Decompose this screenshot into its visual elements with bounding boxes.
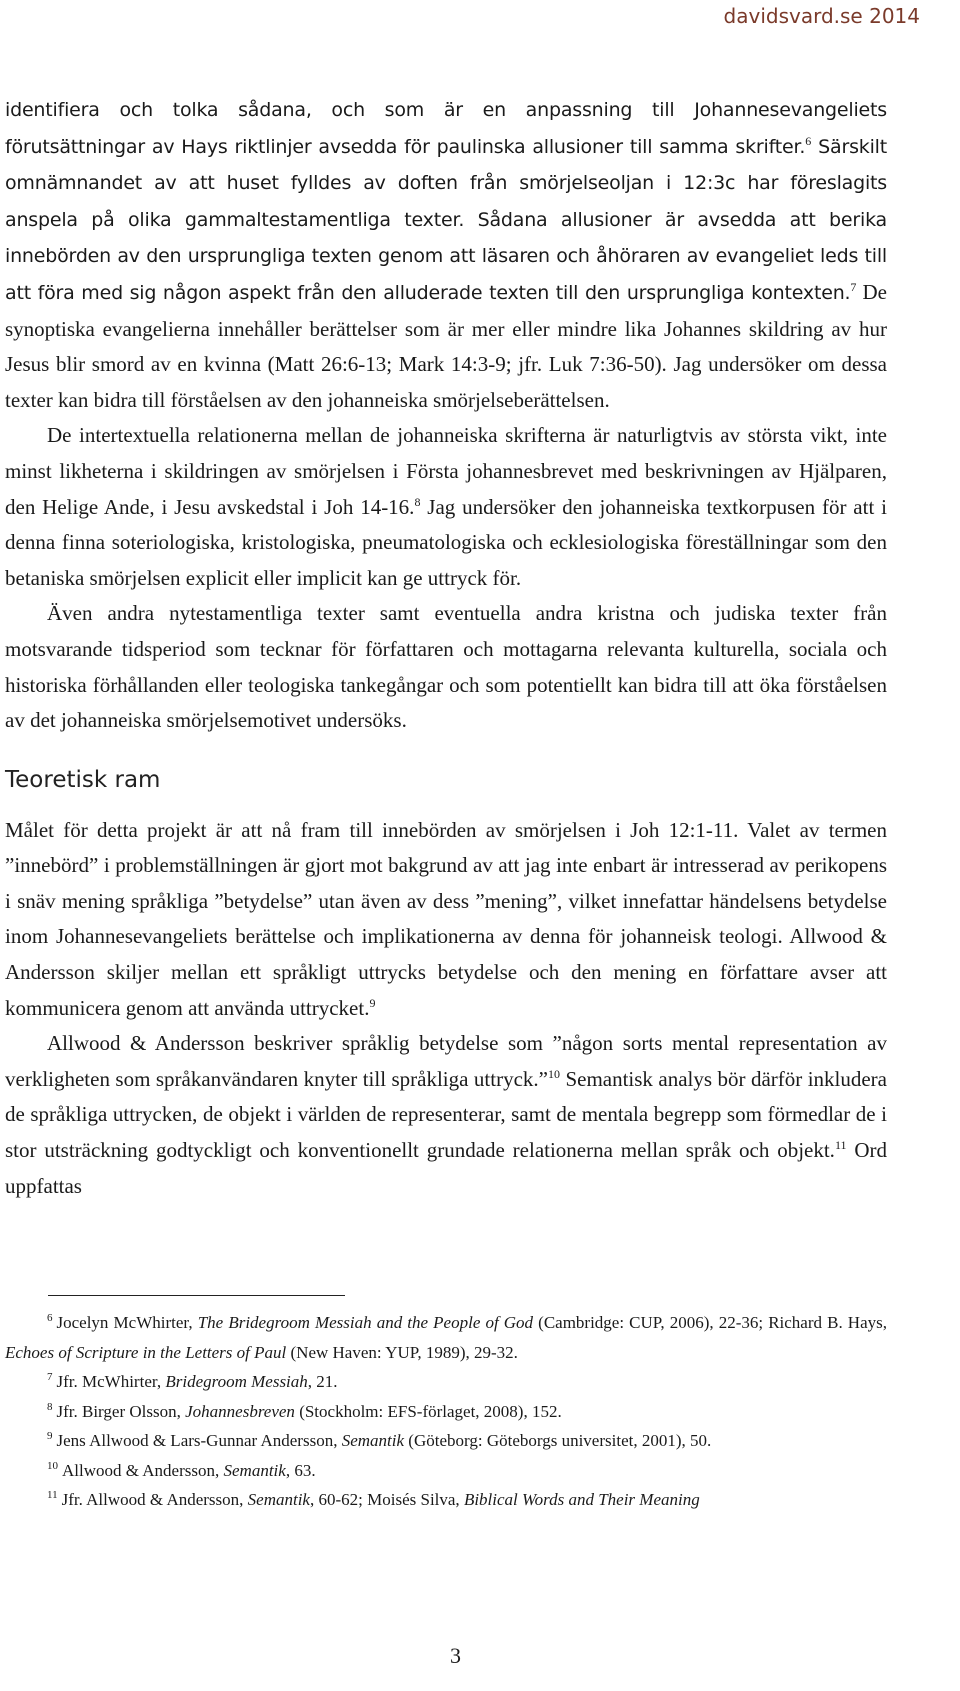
paragraph <box>5 1026 887 1204</box>
footnote-9 <box>5 1426 887 1456</box>
footnote-text: Allwood & Andersson, <box>62 1460 224 1480</box>
body-text <box>5 92 887 1204</box>
footnote-text: Jocelyn McWhirter, <box>56 1313 198 1332</box>
paragraph-text: De synoptiska evangelierna innehåller berättelser som är mer eller mindre lika Johannes skildring av hur Jesus blir smord av en kvinna (Matt 26:6-13; Mark 14:3-9; jfr. Luk 7:36-50). Jag undersöker om dessa texter kan bidra till förståelsen av den johanneiska smörjelseberättelsen. <box>5 279 887 412</box>
footnote-title: The Bridegroom Messiah and the People of God <box>197 1313 534 1332</box>
footnote-text: (Göteborg: Göteborgs universitet, 2001), 50. <box>404 1431 712 1450</box>
footnote-text: , 60-62; Moisés Silva, <box>309 1490 464 1509</box>
footnote-number: 7 <box>47 1371 53 1383</box>
paragraph <box>5 92 887 418</box>
page-number: 3 <box>450 1643 461 1668</box>
paragraph-text: Målet för detta projekt är att nå fram till innebörden av smörjelsen i Joh 12:1-11. Valet av termen ”innebörd” i problemställningen är gjort mot bakgrund av att jag inte enbart är intresserad av perikopens i snäv mening språkliga ”betydelse” utan även av dess ”mening”, vilket innefattar händelsens betydelse inom Johannesevangeliets berättelse och implikationerna av denna för johanneisk teologi. Allwood & Andersson skiljer mellan ett språkligt uttrycks betydelse och den mening en författare avser att kommunicera genom att använda uttrycket. <box>5 817 887 1020</box>
footnote-number: 9 <box>47 1430 53 1442</box>
footnote-text: , 21. <box>307 1372 338 1391</box>
footnote-ref[interactable]: 11 <box>834 1138 847 1153</box>
footnote-text: Jfr. Allwood & Andersson, <box>61 1490 248 1509</box>
footnote-text: Jfr. McWhirter, <box>56 1372 166 1391</box>
paragraph <box>5 813 887 1027</box>
footnote-title: Semantik <box>223 1460 286 1480</box>
footnote-ref[interactable]: 8 <box>414 494 421 509</box>
footnote-number: 11 <box>47 1489 58 1501</box>
paragraph-text: Semantisk analys bör därför inkludera de språkliga uttrycken, de objekt i världen de representerar, samt de mentala begrepp som förmedlar de i stor utsträckning godtyckligt och konventionellt grundade relationerna mellan språk och objekt. <box>5 1066 887 1163</box>
footnotes <box>5 1308 887 1515</box>
footnote-number: 8 <box>47 1400 53 1413</box>
paragraph-text: De intertextuella relationerna mellan de johanneiska skrifterna är naturligtvis av största vikt, inte minst likheterna i skildringen av smörjelsen i Första johannesbrevet med beskrivningen av Hjälparen, den Helige Ande, i Jesu avskedstal i Joh 14-16. <box>5 423 887 519</box>
page-header-site: davidsvard.se 2014 <box>723 4 920 28</box>
footnote-text: (Cambridge: CUP, 2006), 22-36; Richard B. Hays, <box>533 1313 887 1332</box>
paragraph: Även andra nytestamentliga texter samt eventuella andra kristna och judiska texter från motsvarande tidsperiod som tecknar för författaren och mottagarna relevanta kulturella, sociala och historiska förhållanden eller teologiska tankegångar och som potentiellt kan bidra till att öka förståelsen av det johanneiska smörjelsemotivet undersöks. <box>5 601 887 733</box>
footnote-text: Jens Allwood & Lars-Gunnar Andersson, <box>56 1431 342 1450</box>
footnote-6 <box>5 1308 887 1367</box>
footnote-title: Semantik <box>341 1431 405 1450</box>
footnote-separator <box>48 1295 345 1296</box>
footnote-ref[interactable]: 7 <box>850 279 857 294</box>
footnote-7 <box>5 1367 887 1397</box>
paragraph-text: identifiera och tolka sådana, och som är en anpassning till Johannesevangeliets förutsättningar av Hays riktlinjer avsedda för paulinska allusioner till samma skrifter. <box>5 99 887 158</box>
footnote-text: (New Haven: YUP, 1989), 29-32. <box>286 1342 518 1362</box>
footnote-number: 10 <box>47 1459 58 1472</box>
footnote-number: 6 <box>47 1312 53 1324</box>
footnote-title: Biblical Words and Their Meaning <box>463 1490 700 1509</box>
footnote-title: Semantik <box>247 1490 310 1509</box>
footnote-8 <box>5 1397 887 1427</box>
footnote-ref[interactable]: 10 <box>547 1066 560 1081</box>
paragraph-text: Allwood & Andersson beskriver språklig betydelse som ”någon sorts mental representation av verkligheten som språkanvändaren knyter till språkliga uttryck.” <box>5 1031 887 1091</box>
footnote-text: (Stockholm: EFS-förlaget, 2008), 152. <box>294 1401 562 1421</box>
paragraph-text: Jag undersöker den johanneiska textkorpusen för att i denna finna soteriologiska, kristologiska, pneumatologiska och ecklesiologiska föreställningar som den betaniska smörjelsen explicit eller implicit kan ge uttryck för. <box>5 494 887 590</box>
footnote-ref[interactable]: 9 <box>369 995 376 1010</box>
paragraph <box>5 418 887 596</box>
footnote-title: Bridegroom Messiah <box>165 1372 308 1391</box>
footnote-11 <box>5 1485 887 1515</box>
section-heading: Teoretisk ram <box>5 766 161 793</box>
footnote-10 <box>5 1456 887 1486</box>
footnote-title: Johannesbreven <box>185 1401 295 1421</box>
footnote-title: Echoes of Scripture in the Letters of Paul <box>5 1342 287 1362</box>
footnote-text: Jfr. Birger Olsson, <box>56 1401 186 1421</box>
footnote-ref[interactable]: 6 <box>805 133 812 148</box>
footnote-text: , 63. <box>285 1460 316 1480</box>
paragraph-text: Ord uppfattas <box>5 1138 887 1198</box>
paragraph-text: Särskilt omnämnandet av att huset fylldes av doften från smörjelseoljan i 12:3c har föreslagits anspela på olika gammaltestamentliga texter. Sådana allusioner är avsedda att berika innebörden av den ursprungliga texten genom att läsaren och åhöraren av evangeliet leds till att föra med sig någon aspekt från den alluderade texten till den ursprungliga kontexten. <box>5 135 887 304</box>
